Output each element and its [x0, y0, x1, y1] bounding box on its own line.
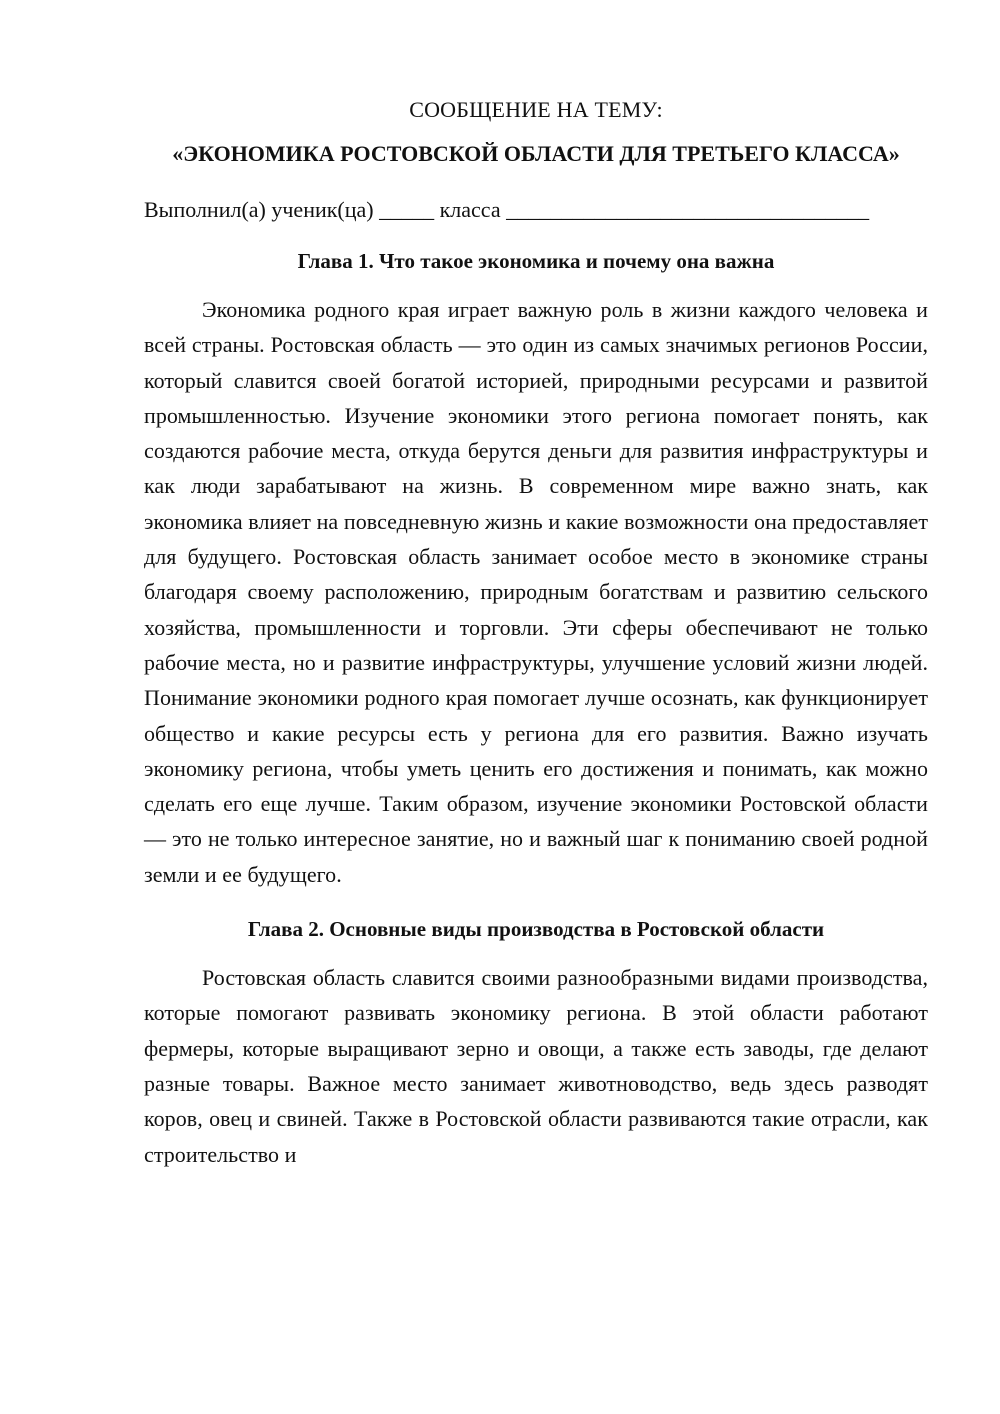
chapter-1-title: Глава 1. Что такое экономика и почему она важна — [297, 249, 775, 273]
chapter-2-text: Ростовская область славится своими разнообразными видами производства, которые помогают развивать экономику региона. В этой области работают фермеры, которые выращивают зерно и овощи, а также есть заводы, где делают разные товары. Важное место занимает животноводство, ведь здесь разводят коров, овец и свиней. Также в Ростовской области развиваются такие отрасли, как строительство и — [144, 965, 928, 1167]
document-subtitle: СООБЩЕНИЕ НА ТЕМУ: — [409, 97, 663, 122]
author-line: Выполнил(а) ученик(ца) _____ класса _________________________________ — [144, 197, 870, 222]
chapter-1-text: Экономика родного края играет важную роль в жизни каждого человека и всей страны. Ростовская область — это один из самых значимых регионов России, который славится своей богатой историей, природными ресурсами и развитой промышленностью. Изучение экономики этого региона помогает понять, как создаются рабочие места, откуда берутся деньги для развития инфраструктуры и как люди зарабатывают на жизнь. В современном мире важно знать, как экономика влияет на повседневную жизнь и какие возможности она предоставляет для будущего. Ростовская область занимает особое место в экономике страны благодаря своему расположению, природным богатствам и развитию сельского хозяйства, промышленности и торговли. Эти сферы обеспечивают не только рабочие места, но и развитие инфраструктуры, улучшение условий жизни людей. Понимание экономики родного края помогает лучше осознать, как функционирует общество и какие ресурсы есть у региона для его развития. Важно изучать экономику региона, чтобы уметь ценить его достижения и понимать, как можно сделать его еще лучше. Таким образом, изучение экономики Ростовской области — это не только интересное занятие, но и важный шаг к пониманию своей родной земли и ее будущего. — [144, 297, 928, 887]
document-title: «ЭКОНОМИКА РОСТОВСКОЙ ОБЛАСТИ ДЛЯ ТРЕТЬЕГО КЛАССА» — [172, 141, 900, 166]
chapter-2-title: Глава 2. Основные виды производства в Ростовской области — [247, 917, 825, 942]
